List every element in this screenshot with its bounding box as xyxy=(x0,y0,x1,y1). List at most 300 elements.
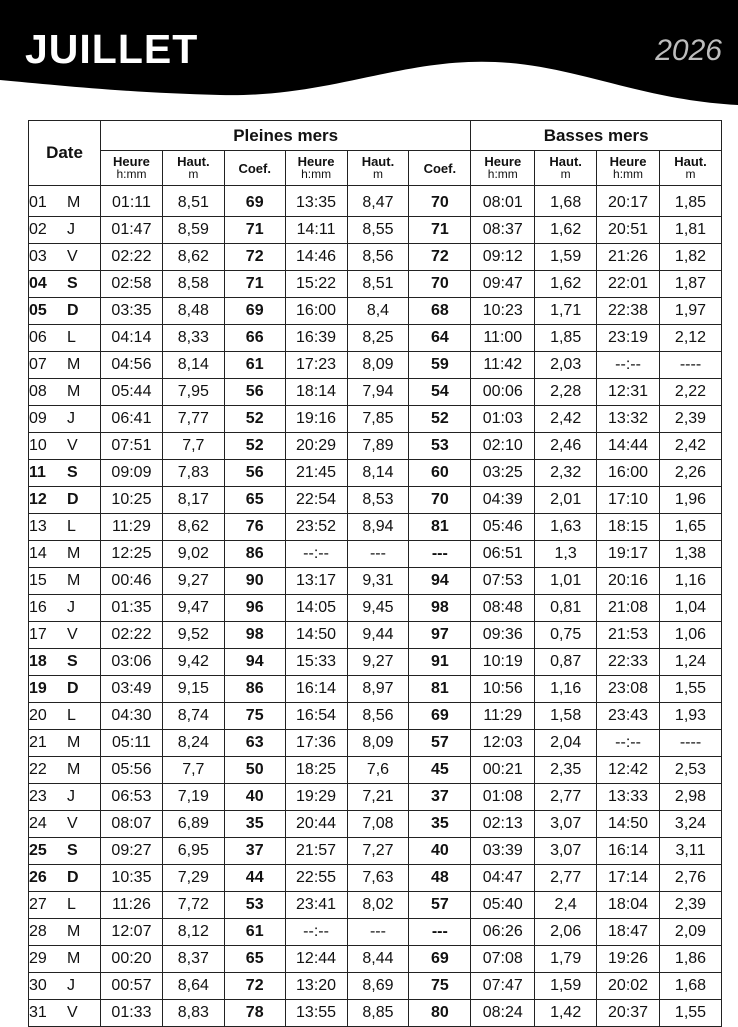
day-number: 14 xyxy=(29,545,47,562)
col-header-haut: Haut. m xyxy=(535,151,597,186)
day-number: 07 xyxy=(29,356,47,373)
col-header-coef: Coef. xyxy=(409,151,471,186)
day-number: 03 xyxy=(29,248,47,265)
bm1-time-cell: 07:08 xyxy=(471,946,535,973)
bm2-height-cell: ---- xyxy=(659,730,721,757)
bm2-height-cell: 1,82 xyxy=(659,244,721,271)
pm2-height-cell: 8,94 xyxy=(347,514,409,541)
pm1-time-cell: 01:11 xyxy=(101,186,163,217)
pm2-time-cell: 22:55 xyxy=(285,865,347,892)
pm2-height-cell: 9,45 xyxy=(347,595,409,622)
pm2-time-cell: 13:35 xyxy=(285,186,347,217)
coef1-cell: 86 xyxy=(224,676,285,703)
table-row xyxy=(29,595,722,622)
bm2-time-cell: 13:33 xyxy=(597,784,660,811)
table-row xyxy=(29,919,722,946)
day-of-week: J xyxy=(67,788,75,805)
bm2-height-cell: ---- xyxy=(659,352,721,379)
pm2-height-cell: 8,09 xyxy=(347,730,409,757)
day-of-week: M xyxy=(67,923,81,940)
table-row xyxy=(29,406,722,433)
day-of-week: M xyxy=(67,950,81,967)
table-row xyxy=(29,352,722,379)
bm2-height-cell: 2,76 xyxy=(659,865,721,892)
table-row xyxy=(29,433,722,460)
coef2-cell: 60 xyxy=(409,460,471,487)
pm1-time-cell: 02:58 xyxy=(101,271,163,298)
pm2-time-cell: --:-- xyxy=(285,541,347,568)
bm2-time-cell: 13:32 xyxy=(597,406,660,433)
pm1-time-cell: 03:06 xyxy=(101,649,163,676)
pm1-height-cell: 8,64 xyxy=(162,973,224,1000)
day-of-week: S xyxy=(67,464,78,481)
pm1-time-cell: 01:35 xyxy=(101,595,163,622)
day-number: 15 xyxy=(29,572,47,589)
pm1-height-cell: 8,51 xyxy=(162,186,224,217)
date-cell xyxy=(29,730,101,757)
bm2-height-cell: 1,81 xyxy=(659,217,721,244)
date-header: Date xyxy=(29,121,101,186)
pm2-time-cell: 14:50 xyxy=(285,622,347,649)
coef1-cell: 94 xyxy=(224,649,285,676)
coef2-cell: 59 xyxy=(409,352,471,379)
coef1-cell: 61 xyxy=(224,352,285,379)
coef2-cell: 75 xyxy=(409,973,471,1000)
day-number: 24 xyxy=(29,815,47,832)
bm1-time-cell: 09:12 xyxy=(471,244,535,271)
coef2-cell: 69 xyxy=(409,946,471,973)
bm1-time-cell: 09:36 xyxy=(471,622,535,649)
bm2-time-cell: 14:50 xyxy=(597,811,660,838)
bm1-time-cell: 08:37 xyxy=(471,217,535,244)
coef2-cell: --- xyxy=(409,919,471,946)
date-cell xyxy=(29,379,101,406)
bm2-time-cell: 23:43 xyxy=(597,703,660,730)
bm1-time-cell: 01:03 xyxy=(471,406,535,433)
date-cell xyxy=(29,595,101,622)
bm2-time-cell: 20:17 xyxy=(597,186,660,217)
coef2-cell: 48 xyxy=(409,865,471,892)
pm1-time-cell: 00:57 xyxy=(101,973,163,1000)
pm1-time-cell: 01:33 xyxy=(101,1000,163,1027)
day-of-week: S xyxy=(67,275,78,292)
pm1-time-cell: 10:25 xyxy=(101,487,163,514)
pm2-height-cell: --- xyxy=(347,919,409,946)
day-of-week: V xyxy=(67,437,78,454)
bm2-height-cell: 1,55 xyxy=(659,676,721,703)
day-of-week: D xyxy=(67,869,79,886)
table-row xyxy=(29,892,722,919)
pm1-height-cell: 7,77 xyxy=(162,406,224,433)
pm1-time-cell: 01:47 xyxy=(101,217,163,244)
coef1-cell: 96 xyxy=(224,595,285,622)
bm2-time-cell: 22:38 xyxy=(597,298,660,325)
day-of-week: M xyxy=(67,383,81,400)
pm2-height-cell: 8,69 xyxy=(347,973,409,1000)
pm2-time-cell: 14:11 xyxy=(285,217,347,244)
bm1-height-cell: 1,42 xyxy=(535,1000,597,1027)
pm2-time-cell: 16:00 xyxy=(285,298,347,325)
pm2-time-cell: 18:14 xyxy=(285,379,347,406)
coef2-cell: 80 xyxy=(409,1000,471,1027)
bm2-time-cell: 19:17 xyxy=(597,541,660,568)
bm2-time-cell: --:-- xyxy=(597,352,660,379)
month-title: JUILLET xyxy=(25,26,199,72)
pm1-height-cell: 8,59 xyxy=(162,217,224,244)
pm2-time-cell: 16:14 xyxy=(285,676,347,703)
bm1-height-cell: 2,46 xyxy=(535,433,597,460)
coef1-cell: 72 xyxy=(224,244,285,271)
bm1-time-cell: 00:06 xyxy=(471,379,535,406)
day-of-week: S xyxy=(67,842,78,859)
pm2-height-cell: 8,97 xyxy=(347,676,409,703)
pm1-height-cell: 9,42 xyxy=(162,649,224,676)
table-row xyxy=(29,541,722,568)
day-number: 13 xyxy=(29,518,47,535)
bm1-time-cell: 07:47 xyxy=(471,973,535,1000)
pm1-height-cell: 7,29 xyxy=(162,865,224,892)
bm1-time-cell: 10:23 xyxy=(471,298,535,325)
day-number: 23 xyxy=(29,788,47,805)
pm1-time-cell: 00:20 xyxy=(101,946,163,973)
pm2-time-cell: 13:20 xyxy=(285,973,347,1000)
coef1-cell: 56 xyxy=(224,460,285,487)
coef2-cell: 97 xyxy=(409,622,471,649)
coef1-cell: 50 xyxy=(224,757,285,784)
bm2-height-cell: 1,97 xyxy=(659,298,721,325)
date-cell xyxy=(29,865,101,892)
coef1-cell: 52 xyxy=(224,433,285,460)
bm1-height-cell: 3,07 xyxy=(535,838,597,865)
bm1-time-cell: 08:48 xyxy=(471,595,535,622)
bm2-height-cell: 2,12 xyxy=(659,325,721,352)
day-of-week: J xyxy=(67,977,75,994)
date-cell xyxy=(29,757,101,784)
bm2-time-cell: 21:26 xyxy=(597,244,660,271)
date-cell xyxy=(29,514,101,541)
pm2-height-cell: 8,44 xyxy=(347,946,409,973)
bm2-height-cell: 1,85 xyxy=(659,186,721,217)
coef1-cell: 76 xyxy=(224,514,285,541)
table-row xyxy=(29,1000,722,1027)
pm2-time-cell: 13:17 xyxy=(285,568,347,595)
pm2-time-cell: 18:25 xyxy=(285,757,347,784)
day-of-week: D xyxy=(67,302,79,319)
date-cell xyxy=(29,186,101,217)
bm2-height-cell: 1,38 xyxy=(659,541,721,568)
bm1-time-cell: 05:46 xyxy=(471,514,535,541)
pm1-time-cell: 06:53 xyxy=(101,784,163,811)
col-header-heure: Heure h:mm xyxy=(101,151,163,186)
coef2-cell: 53 xyxy=(409,433,471,460)
day-number: 02 xyxy=(29,221,47,238)
bm1-height-cell: 1,85 xyxy=(535,325,597,352)
pm2-height-cell: 7,94 xyxy=(347,379,409,406)
day-of-week: D xyxy=(67,491,79,508)
pm1-time-cell: 09:09 xyxy=(101,460,163,487)
pm1-height-cell: 6,89 xyxy=(162,811,224,838)
coef1-cell: 66 xyxy=(224,325,285,352)
bm1-height-cell: 2,35 xyxy=(535,757,597,784)
bm1-time-cell: 08:24 xyxy=(471,1000,535,1027)
bm2-height-cell: 1,65 xyxy=(659,514,721,541)
day-number: 22 xyxy=(29,761,47,778)
col-header-heure: Heure h:mm xyxy=(471,151,535,186)
bm1-height-cell: 3,07 xyxy=(535,811,597,838)
table-row xyxy=(29,784,722,811)
bm1-height-cell: 2,28 xyxy=(535,379,597,406)
coef2-cell: 71 xyxy=(409,217,471,244)
day-of-week: L xyxy=(67,707,76,724)
coef1-cell: 69 xyxy=(224,298,285,325)
bm1-time-cell: 10:56 xyxy=(471,676,535,703)
coef2-cell: 40 xyxy=(409,838,471,865)
coef1-cell: 53 xyxy=(224,892,285,919)
bm2-time-cell: 17:10 xyxy=(597,487,660,514)
day-of-week: S xyxy=(67,653,78,670)
bm2-height-cell: 1,16 xyxy=(659,568,721,595)
pm2-height-cell: 8,4 xyxy=(347,298,409,325)
pm2-height-cell: 8,14 xyxy=(347,460,409,487)
bm2-height-cell: 2,09 xyxy=(659,919,721,946)
pm1-time-cell: 04:14 xyxy=(101,325,163,352)
bm2-time-cell: 12:42 xyxy=(597,757,660,784)
bm1-height-cell: 2,77 xyxy=(535,784,597,811)
pm2-height-cell: 7,08 xyxy=(347,811,409,838)
day-of-week: M xyxy=(67,572,81,589)
bm2-time-cell: 21:53 xyxy=(597,622,660,649)
bm2-time-cell: 17:14 xyxy=(597,865,660,892)
pm2-time-cell: 19:29 xyxy=(285,784,347,811)
bm2-height-cell: 2,39 xyxy=(659,892,721,919)
bm2-height-cell: 3,11 xyxy=(659,838,721,865)
bm2-time-cell: 22:33 xyxy=(597,649,660,676)
date-cell xyxy=(29,352,101,379)
bm2-height-cell: 2,42 xyxy=(659,433,721,460)
day-number: 20 xyxy=(29,707,47,724)
bm2-time-cell: 21:08 xyxy=(597,595,660,622)
bm1-time-cell: 08:01 xyxy=(471,186,535,217)
pm1-time-cell: 02:22 xyxy=(101,622,163,649)
bm1-height-cell: 1,62 xyxy=(535,271,597,298)
bm2-height-cell: 1,93 xyxy=(659,703,721,730)
basses-mers-header: Basses mers xyxy=(471,121,722,151)
pm2-height-cell: --- xyxy=(347,541,409,568)
day-of-week: J xyxy=(67,410,75,427)
pm2-height-cell: 8,55 xyxy=(347,217,409,244)
pm1-time-cell: 03:35 xyxy=(101,298,163,325)
day-number: 11 xyxy=(29,464,46,481)
pm1-height-cell: 9,47 xyxy=(162,595,224,622)
day-of-week: L xyxy=(67,518,76,535)
bm1-time-cell: 03:25 xyxy=(471,460,535,487)
day-of-week: V xyxy=(67,815,78,832)
bm1-height-cell: 1,68 xyxy=(535,186,597,217)
pm1-time-cell: 03:49 xyxy=(101,676,163,703)
coef2-cell: 70 xyxy=(409,186,471,217)
day-of-week: M xyxy=(67,194,81,211)
table-row xyxy=(29,622,722,649)
bm1-time-cell: 03:39 xyxy=(471,838,535,865)
table-row xyxy=(29,865,722,892)
pm1-time-cell: 09:27 xyxy=(101,838,163,865)
pm1-height-cell: 8,24 xyxy=(162,730,224,757)
coef2-cell: 45 xyxy=(409,757,471,784)
bm1-time-cell: 11:42 xyxy=(471,352,535,379)
pm1-height-cell: 8,17 xyxy=(162,487,224,514)
pm1-height-cell: 9,02 xyxy=(162,541,224,568)
pm2-time-cell: 14:46 xyxy=(285,244,347,271)
bm1-height-cell: 1,16 xyxy=(535,676,597,703)
bm2-time-cell: 12:31 xyxy=(597,379,660,406)
coef1-cell: 86 xyxy=(224,541,285,568)
pm2-height-cell: 8,02 xyxy=(347,892,409,919)
day-number: 31 xyxy=(29,1004,47,1021)
bm2-time-cell: 18:47 xyxy=(597,919,660,946)
bm1-height-cell: 0,75 xyxy=(535,622,597,649)
coef1-cell: 71 xyxy=(224,217,285,244)
pm2-height-cell: 7,6 xyxy=(347,757,409,784)
day-number: 26 xyxy=(29,869,47,886)
pm1-height-cell: 8,58 xyxy=(162,271,224,298)
bm1-time-cell: 10:19 xyxy=(471,649,535,676)
bm2-time-cell: 23:08 xyxy=(597,676,660,703)
bm1-height-cell: 1,58 xyxy=(535,703,597,730)
day-of-week: L xyxy=(67,896,76,913)
bm2-height-cell: 1,06 xyxy=(659,622,721,649)
bm2-height-cell: 1,96 xyxy=(659,487,721,514)
pm2-time-cell: --:-- xyxy=(285,919,347,946)
bm1-time-cell: 04:39 xyxy=(471,487,535,514)
pm1-height-cell: 8,33 xyxy=(162,325,224,352)
pm2-time-cell: 12:44 xyxy=(285,946,347,973)
day-number: 19 xyxy=(29,680,47,697)
bm1-time-cell: 02:10 xyxy=(471,433,535,460)
bm1-time-cell: 06:51 xyxy=(471,541,535,568)
date-cell xyxy=(29,406,101,433)
coef1-cell: 40 xyxy=(224,784,285,811)
coef2-cell: 57 xyxy=(409,730,471,757)
date-cell xyxy=(29,541,101,568)
bm1-height-cell: 2,04 xyxy=(535,730,597,757)
table-row xyxy=(29,757,722,784)
day-number: 04 xyxy=(29,275,47,292)
coef1-cell: 75 xyxy=(224,703,285,730)
pm1-time-cell: 02:22 xyxy=(101,244,163,271)
bm2-time-cell: 18:15 xyxy=(597,514,660,541)
pm2-height-cell: 8,09 xyxy=(347,352,409,379)
coef2-cell: 57 xyxy=(409,892,471,919)
table-row xyxy=(29,973,722,1000)
day-of-week: V xyxy=(67,1004,78,1021)
pm1-height-cell: 8,62 xyxy=(162,244,224,271)
day-of-week: J xyxy=(67,221,75,238)
date-cell xyxy=(29,622,101,649)
bm2-time-cell: 18:04 xyxy=(597,892,660,919)
pm2-time-cell: 15:33 xyxy=(285,649,347,676)
day-of-week: M xyxy=(67,761,81,778)
bm1-height-cell: 0,81 xyxy=(535,595,597,622)
bm1-height-cell: 1,59 xyxy=(535,973,597,1000)
pm1-height-cell: 8,12 xyxy=(162,919,224,946)
bm2-time-cell: 14:44 xyxy=(597,433,660,460)
date-cell xyxy=(29,325,101,352)
day-number: 30 xyxy=(29,977,47,994)
pm2-height-cell: 7,89 xyxy=(347,433,409,460)
pm2-time-cell: 23:52 xyxy=(285,514,347,541)
coef2-cell: 70 xyxy=(409,271,471,298)
bm1-height-cell: 2,32 xyxy=(535,460,597,487)
pm1-height-cell: 7,95 xyxy=(162,379,224,406)
bm1-time-cell: 02:13 xyxy=(471,811,535,838)
bm1-height-cell: 2,77 xyxy=(535,865,597,892)
pleines-mers-header: Pleines mers xyxy=(101,121,471,151)
bm1-time-cell: 09:47 xyxy=(471,271,535,298)
pm1-time-cell: 07:51 xyxy=(101,433,163,460)
bm1-height-cell: 1,01 xyxy=(535,568,597,595)
bm1-time-cell: 01:08 xyxy=(471,784,535,811)
col-header-heure: Heure h:mm xyxy=(285,151,347,186)
table-row xyxy=(29,838,722,865)
bm2-height-cell: 2,26 xyxy=(659,460,721,487)
day-number: 08 xyxy=(29,383,47,400)
col-header-heure: Heure h:mm xyxy=(597,151,660,186)
bm1-time-cell: 05:40 xyxy=(471,892,535,919)
bm1-time-cell: 00:21 xyxy=(471,757,535,784)
pm1-time-cell: 10:35 xyxy=(101,865,163,892)
pm1-time-cell: 11:29 xyxy=(101,514,163,541)
pm1-height-cell: 8,37 xyxy=(162,946,224,973)
pm1-height-cell: 9,15 xyxy=(162,676,224,703)
bm2-time-cell: 20:16 xyxy=(597,568,660,595)
pm2-time-cell: 21:45 xyxy=(285,460,347,487)
coef1-cell: 71 xyxy=(224,271,285,298)
date-cell xyxy=(29,433,101,460)
date-cell xyxy=(29,487,101,514)
day-number: 16 xyxy=(29,599,47,616)
pm2-height-cell: 8,56 xyxy=(347,703,409,730)
table-row xyxy=(29,325,722,352)
table-row xyxy=(29,487,722,514)
bm2-height-cell: 2,98 xyxy=(659,784,721,811)
day-number: 01 xyxy=(29,194,47,211)
pm1-time-cell: 12:25 xyxy=(101,541,163,568)
bm1-height-cell: 1,3 xyxy=(535,541,597,568)
bm1-height-cell: 2,03 xyxy=(535,352,597,379)
day-number: 18 xyxy=(29,653,47,670)
table-row xyxy=(29,676,722,703)
table-row xyxy=(29,514,722,541)
coef2-cell: 81 xyxy=(409,514,471,541)
table-row xyxy=(29,379,722,406)
bm1-time-cell: 11:29 xyxy=(471,703,535,730)
coef2-cell: 81 xyxy=(409,676,471,703)
bm1-time-cell: 04:47 xyxy=(471,865,535,892)
date-cell xyxy=(29,676,101,703)
date-cell xyxy=(29,703,101,730)
coef2-cell: 70 xyxy=(409,487,471,514)
coef1-cell: 35 xyxy=(224,811,285,838)
pm2-height-cell: 8,85 xyxy=(347,1000,409,1027)
pm1-time-cell: 11:26 xyxy=(101,892,163,919)
col-header-haut: Haut. m xyxy=(347,151,409,186)
bm1-height-cell: 2,01 xyxy=(535,487,597,514)
bm2-height-cell: 1,87 xyxy=(659,271,721,298)
pm1-time-cell: 05:44 xyxy=(101,379,163,406)
pm1-height-cell: 8,83 xyxy=(162,1000,224,1027)
col-header-haut: Haut. m xyxy=(659,151,721,186)
coef1-cell: 98 xyxy=(224,622,285,649)
